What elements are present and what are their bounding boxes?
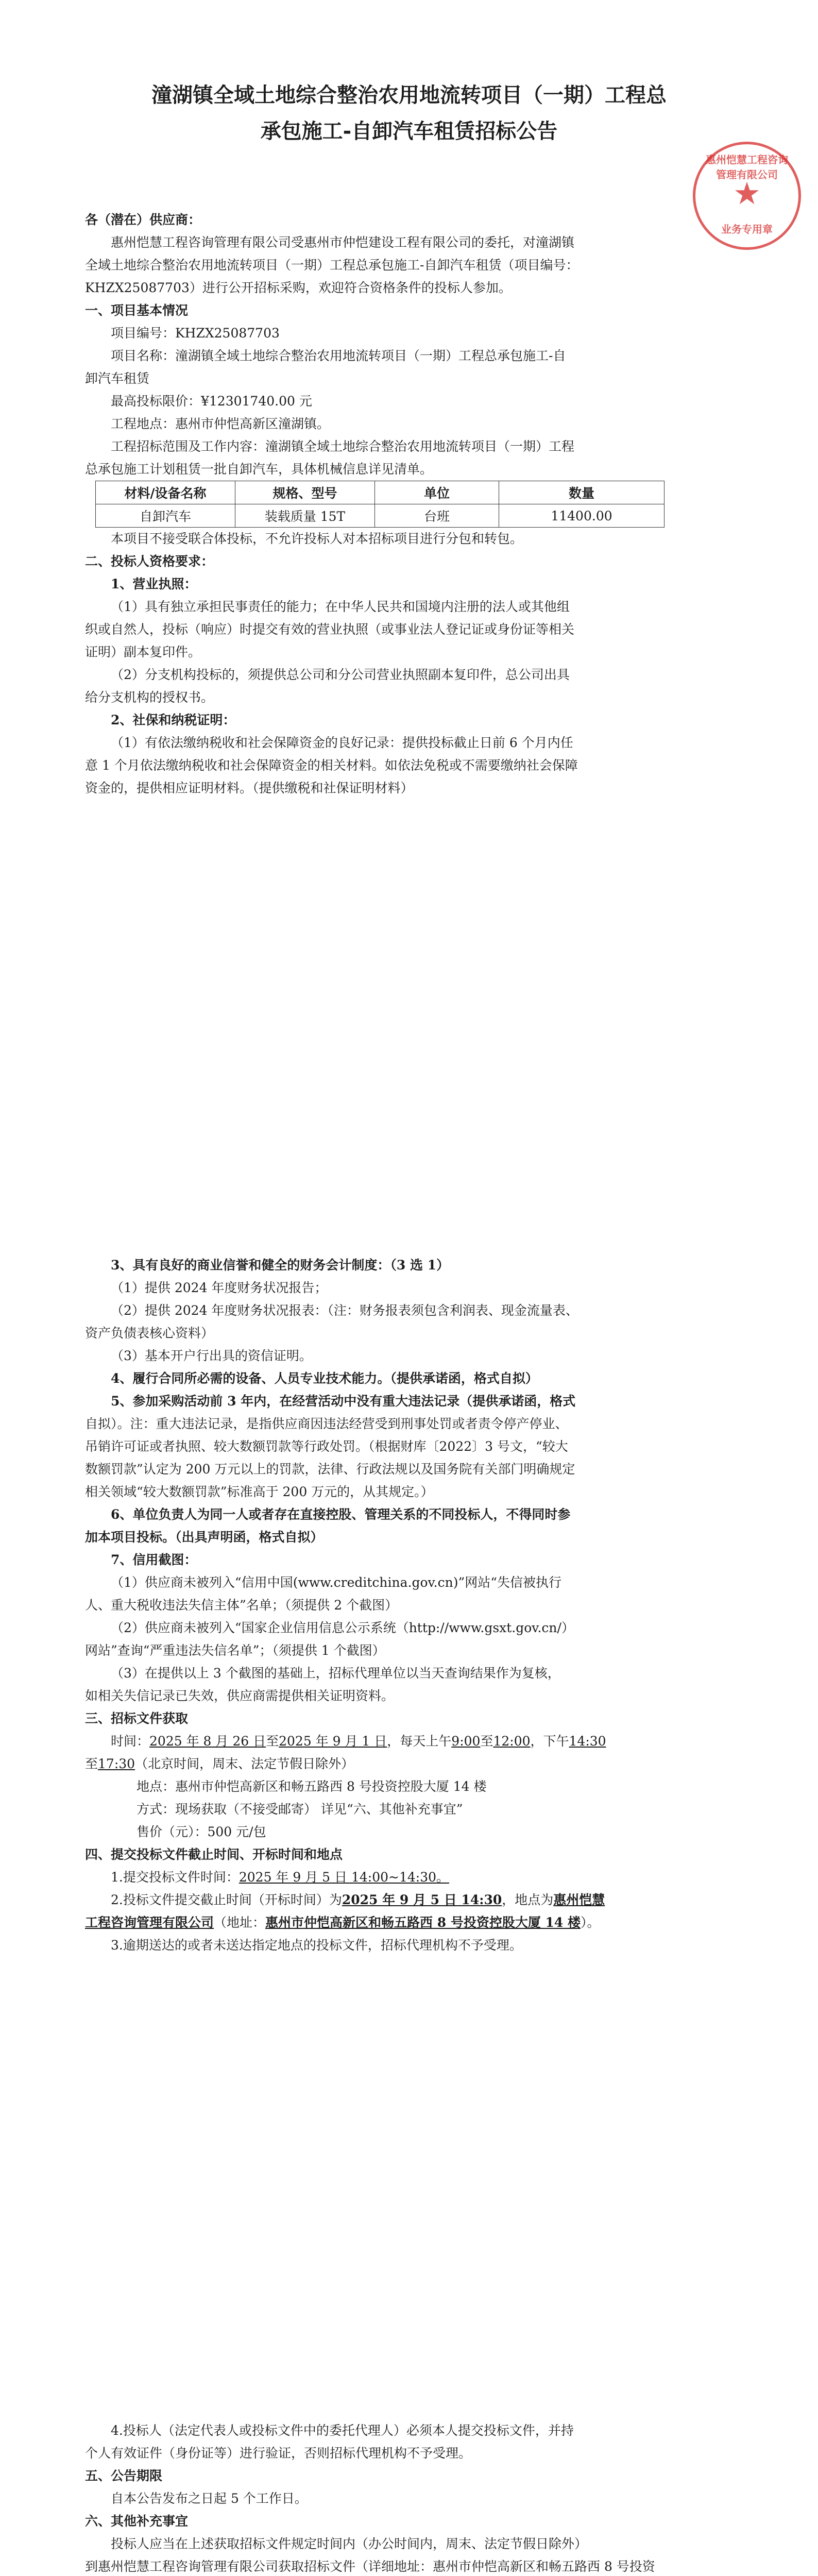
max-price: 最高投标限价：¥12301740.00 元 <box>111 394 312 409</box>
table-cell: 11400.00 <box>499 504 664 528</box>
seal-text: 惠州恺慧工程咨询管理有限公司 <box>706 154 788 181</box>
document-page-2 <box>0 1156 818 2312</box>
project-location: 工程地点：惠州市仲恺高新区潼湖镇。 <box>111 416 330 431</box>
subheading: 2、社保和纳税证明： <box>111 713 236 727</box>
submission-time: 1.提交投标文件时间：2025 年 9 月 5 日 14:00~14:30。 <box>111 1870 450 1885</box>
project-scope: 工程招标范围及工作内容：潼湖镇全域土地综合整治农用地流转项目（一期）工程 <box>111 439 575 454</box>
requirement-text: 资产负债表核心资料） <box>85 1326 214 1341</box>
consortium-note: 本项目不接受联合体投标，不允许投标人对本招标项目进行分包和转包。 <box>111 531 523 546</box>
requirement-text: 织或自然人，投标（响应）时提交有效的营业执照（或事业法人登记证或身份证等相关 <box>85 622 575 637</box>
requirement-text: （2）分支机构投标的，须提供总公司和分公司营业执照副本复印件，总公司出具 <box>111 667 570 682</box>
requirement-text: 给分支机构的授权书。 <box>85 690 214 705</box>
requirement-text: （1）具有独立承担民事责任的能力；在中华人民共和国境内注册的法人或其他组 <box>111 599 570 614</box>
submission-rule: 个人有效证件（身份证等）进行验证，否则招标代理机构不予受理。 <box>85 2446 472 2461</box>
intro-text: 全域土地综合整治农用地流转项目（一期）工程总承包施工-自卸汽车租赁（项目编号： <box>85 258 579 273</box>
requirement-text: （3）基本开户行出具的资信证明。 <box>111 1348 312 1363</box>
table-cell: 台班 <box>375 504 499 528</box>
intro-text: KHZX25087703）进行公开招标采购，欢迎符合资格条件的投标人参加。 <box>85 280 512 295</box>
requirement-text: 意 1 个月依法缴纳税收和社会保障资金的相关材料。如依法免税或不需要缴纳社会保障 <box>85 758 578 773</box>
equipment-table <box>95 481 664 528</box>
requirement-text: 6、单位负责人为同一人或者存在直接控股、管理关系的不同投标人，不得同时参 <box>111 1507 571 1522</box>
requirement-text: 数额罚款”认定为 200 万元以上的罚款，法律、行政法规以及国务院有关部门明确规定 <box>85 1462 575 1477</box>
requirement-text: 资金的，提供相应证明材料。（提供缴税和社保证明材料） <box>85 781 414 795</box>
section-heading: 二、投标人资格要求： <box>85 554 214 569</box>
intro-text: 惠州恺慧工程咨询管理有限公司受惠州市仲恺建设工程有限公司的委托，对潼湖镇 <box>111 235 575 250</box>
requirement-text: 7、信用截图： <box>111 1552 197 1567</box>
document-fee: 售价（元）：500 元/包 <box>137 1824 266 1839</box>
requirement-text: 网站”查询“严重违法失信名单”；（须提供 1 个截图） <box>85 1643 385 1658</box>
table-cell: 自卸汽车 <box>96 504 235 528</box>
requirement-text: 吊销许可证或者执照、较大数额罚款等行政处罚。（根据财库〔2022〕3 号文，“较大 <box>85 1439 568 1454</box>
project-name: 项目名称：潼湖镇全域土地综合整治农用地流转项目（一期）工程总承包施工-自 <box>111 348 566 363</box>
requirement-text: （2）提供 2024 年度财务状况报表：（注：财务报表须包含利润表、现金流量表、 <box>111 1303 578 1318</box>
requirement-text: 相关领域“较大数额罚款”标准高于 200 万元的，从其规定。） <box>85 1484 434 1499</box>
seal-text: 业务专用章 <box>721 223 773 235</box>
acquisition-time: 至17:30（北京时间，周末、法定节假日除外） <box>85 1756 354 1771</box>
table-cell: 装载质量 15T <box>235 504 375 528</box>
section-heading: 三、招标文件获取 <box>85 1711 189 1726</box>
project-code: 项目编号：KHZX25087703 <box>111 326 280 341</box>
supplement-text: 到惠州恺慧工程咨询管理有限公司获取招标文件（详细地址：惠州市仲恺高新区和畅五路西 8 号投资 <box>85 2559 655 2574</box>
greeting: 各（潜在）供应商： <box>85 212 201 227</box>
acquisition-time: 时间：2025 年 8 月 26 日至2025 年 9 月 1 日，每天上午9:00至12:00，下午14:30 <box>111 1734 606 1749</box>
acquisition-method: 方式：现场获取（不接受邮寄） 详见“六、其他补充事宜” <box>137 1802 463 1817</box>
requirement-text: （1）供应商未被列入“信用中国(www.creditchina.gov.cn)”网站“失信被执行 <box>111 1575 562 1590</box>
section-heading: 一、项目基本情况 <box>85 303 189 318</box>
table-header: 单位 <box>375 481 499 504</box>
deadline-text: 工程咨询管理有限公司（地址：惠州市仲恺高新区和畅五路西 8 号投资控股大厦 14 楼）。 <box>85 1915 600 1930</box>
requirement-text: （1）有依法缴纳税收和社会保障资金的良好记录：提供投标截止日前 6 个月内任 <box>111 735 573 750</box>
project-scope: 总承包施工计划租赁一批自卸汽车，具体机械信息详见清单。 <box>85 462 433 477</box>
project-name: 卸汽车租赁 <box>85 371 150 386</box>
section-heading: 四、提交投标文件截止时间、开标时间和地点 <box>85 1847 343 1862</box>
requirement-text: 4、履行合同所必需的设备、人员专业技术能力。（提供承诺函，格式自拟） <box>111 1371 538 1386</box>
submission-rule: 4.投标人（法定代表人或投标文件中的委托代理人）必须本人提交投标文件，并持 <box>111 2423 574 2438</box>
requirement-text: （2）供应商未被列入“国家企业信用信息公示系统（http://www.gsxt.gov.cn/） <box>111 1620 574 1635</box>
requirement-text: 3、具有良好的商业信誉和健全的财务会计制度：（3 选 1） <box>111 1258 450 1273</box>
document-title-line1: 潼湖镇全域土地综合整治农用地流转项目（一期）工程总 <box>151 83 667 107</box>
table-header: 规格、型号 <box>235 481 375 504</box>
requirement-text: （3）在提供以上 3 个截图的基础上，招标代理单位以当天查询结果作为复核， <box>111 1666 560 1681</box>
requirement-text: 自拟）。注：重大违法记录，是指供应商因违法经营受到刑事处罚或者责令停产停业、 <box>85 1416 568 1431</box>
requirement-text: （1）提供 2024 年度财务状况报告； <box>111 1280 328 1295</box>
acquisition-place: 地点：惠州市仲恺高新区和畅五路西 8 号投资控股大厦 14 楼 <box>137 1779 487 1794</box>
document-page-3 <box>0 2312 818 2576</box>
requirement-text: 证明）副本复印件。 <box>85 645 201 659</box>
star-icon: ★ <box>733 176 761 212</box>
document-page-1 <box>0 0 818 1156</box>
section-heading: 六、其他补充事宜 <box>85 2514 189 2529</box>
deadline-text: 2.投标文件提交截止时间（开标时间）为2025 年 9 月 5 日 14:30，地点为惠州恺慧 <box>111 1892 605 1907</box>
document-title-line2: 承包施工-自卸汽车租赁招标公告 <box>260 120 558 143</box>
supplement-text: 投标人应当在上述获取招标文件规定时间内（办公时间内，周末、法定节假日除外） <box>111 2536 588 2551</box>
subheading: 1、营业执照： <box>111 577 197 591</box>
requirement-text: 人、重大税收违法失信主体”名单；（须提供 2 个截图） <box>85 1598 398 1613</box>
requirement-text: 如相关失信记录已失效，供应商需提供相关证明资料。 <box>85 1688 395 1703</box>
table-row <box>96 504 664 528</box>
requirement-text: 5、参加采购活动前 3 年内，在经营活动中没有重大违法记录（提供承诺函，格式 <box>111 1394 576 1409</box>
notice-period: 自本公告发布之日起 5 个工作日。 <box>111 2491 308 2506</box>
late-submission-note: 3.逾期送达的或者未送达指定地点的投标文件，招标代理机构不予受理。 <box>111 1938 522 1953</box>
requirement-text: 加本项目投标。（出具声明函，格式自拟） <box>85 1530 323 1545</box>
table-header: 数量 <box>499 481 664 504</box>
company-seal <box>693 142 801 250</box>
section-heading: 五、公告期限 <box>85 2468 163 2483</box>
table-header: 材料/设备名称 <box>96 481 235 504</box>
